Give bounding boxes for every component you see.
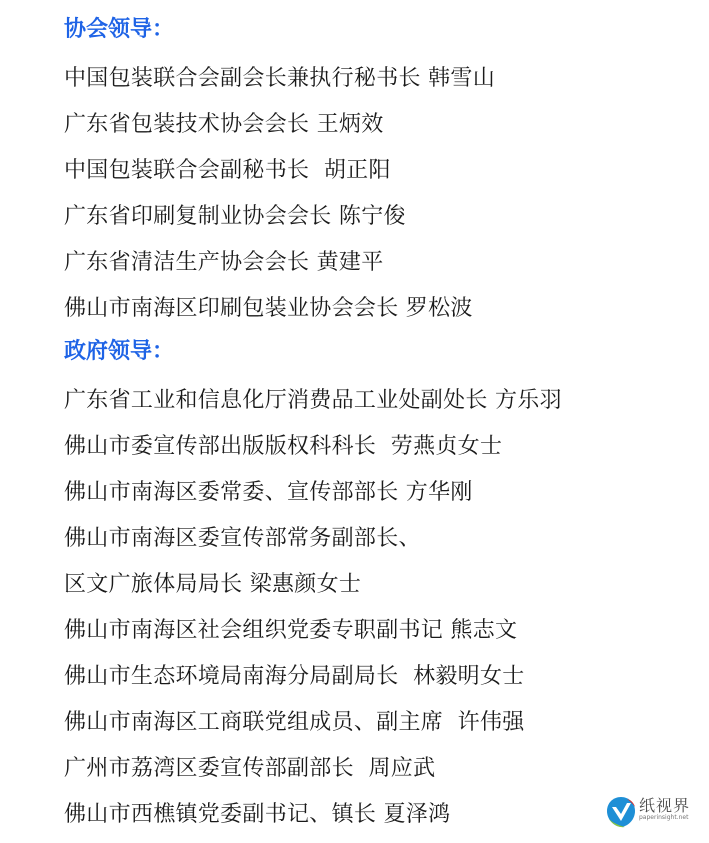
list-item: 广东省清洁生产协会会长 黄建平 [64,250,384,275]
list-item: 区文广旅体局局长 梁惠颜女士 [64,572,362,597]
list-item: 佛山市生态环境局南海分局副局长 林毅明女士 [64,664,525,689]
list-item: 广东省工业和信息化厅消费品工业处副处长 方乐羽 [64,388,562,413]
list-item: 中国包装联合会副秘书长 胡正阳 [64,158,391,183]
watermark-name: 纸视界 [639,796,691,815]
section-heading: 政府领导： [64,339,175,364]
government-leaders-section [64,332,689,838]
list-item: 中国包装联合会副会长兼执行秘书长 韩雪山 [64,66,495,91]
section-heading: 协会领导： [64,17,175,42]
list-item: 佛山市南海区社会组织党委专职副书记 熊志文 [64,618,518,643]
list-item: 佛山市委宣传部出版版权科科长 劳燕贞女士 [64,434,503,459]
list-item: 广东省印刷复制业协会会长 陈宁俊 [64,204,406,229]
list-item: 佛山市南海区委常委、宣传部部长 方华刚 [64,480,473,505]
list-item: 佛山市南海区委宣传部常务副部长、 [64,526,421,551]
paperinsight-logo-icon [605,795,637,829]
leaders-list [64,10,689,838]
list-item: 佛山市南海区工商联党组成员、副主席 许伟强 [64,710,525,735]
watermark-logo [605,791,703,835]
list-item: 佛山市西樵镇党委副书记、镇长 夏泽鸿 [64,802,451,827]
list-item: 广东省包装技术协会会长 王炳效 [64,112,384,137]
list-item: 佛山市南海区印刷包装业协会会长 罗松波 [64,296,473,321]
watermark-url: paperinsight.net [639,814,689,821]
association-leaders-section [64,10,689,332]
list-item: 广州市荔湾区委宣传部副部长 周应武 [64,756,436,781]
